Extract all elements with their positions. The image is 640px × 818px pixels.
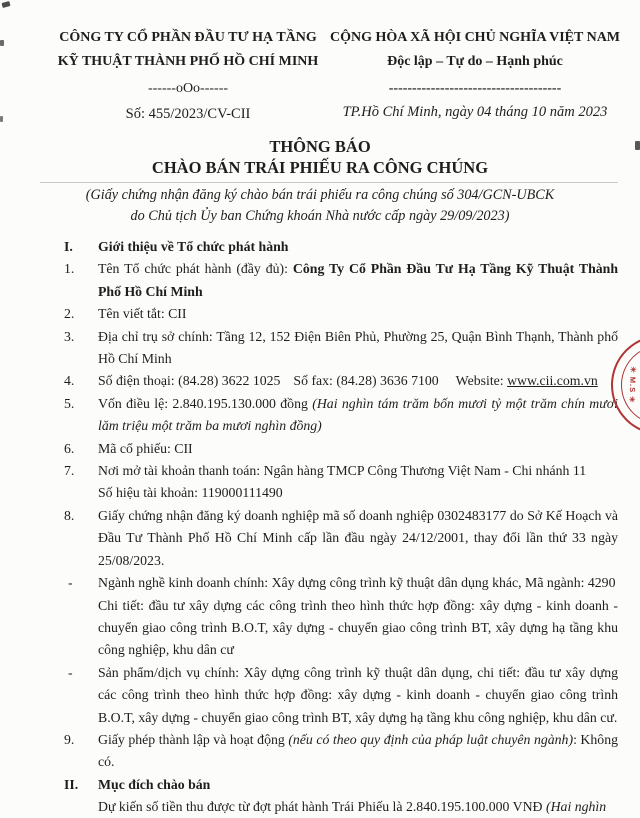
- abbreviation-text: Tên viết tắt: CII: [98, 306, 187, 322]
- list-item: [64, 326, 618, 371]
- stock-code: Mã cổ phiếu: CII: [98, 440, 193, 456]
- establishment-license-value: : Không có.: [98, 731, 618, 770]
- head-office-address: Địa chỉ trụ sở chính: Tầng 12, 152 Điện Biên Phủ, Phường 25, Quận Bình Thạnh, Thành phố Hồ Chí Minh: [98, 328, 618, 367]
- section-1-number: I.: [64, 239, 73, 254]
- item-number: 4.: [64, 373, 75, 389]
- national-motto-line2: Độc lập – Tự do – Hạnh phúc: [387, 54, 563, 69]
- list-item: [64, 370, 618, 392]
- item-number: 9.: [64, 731, 75, 747]
- document-header: [0, 0, 640, 123]
- list-item: [64, 505, 618, 572]
- issuer-full-name-label: Tên Tổ chức phát hành (đầy đủ):: [98, 261, 293, 277]
- list-item: [64, 303, 618, 325]
- list-item: [64, 258, 618, 303]
- certificate-subtitle: (Giấy chứng nhận đăng ký chào bán trái phiếu ra công chúng số 304/GCN-UBCK do Chủ tịch Ủy ban Chứng khoán Nhà nước cấp ngày 29/09/2023): [85, 187, 555, 224]
- item-number: 8.: [64, 507, 75, 523]
- issuer-full-name-value: Công Ty Cổ Phần Đầu Tư Hạ Tầng Kỹ Thuật Thành Phố Hồ Chí Minh: [98, 261, 619, 299]
- website-link[interactable]: www.cii.com.vn: [507, 373, 598, 389]
- section-2-number: II.: [64, 776, 79, 792]
- dash-bullet: -: [68, 664, 73, 680]
- seal-text: ✳ M.S ✳: [627, 366, 638, 404]
- charter-capital-words: (Hai nghìn tám trăm bốn mươi tỷ một trăm chín mươi lăm triệu một trăm ba mươi nghìn đồng): [98, 395, 618, 434]
- list-item: [64, 572, 618, 662]
- main-products-text: Sản phẩm/dịch vụ chính: Xây dựng công trình kỹ thuật dân dụng, chi tiết: đầu tư xây dựng các công trình theo hình thức hợp đồng: xây dựng - kinh doanh - chuyển giao công trình B.O.T, xây dựng - chuyển giao công trình BT, xây dựng hạ tầng khu công nghiệp, khu dân cư.: [98, 664, 618, 725]
- fax-number: Số fax: (84.28) 3636 7100: [293, 373, 439, 389]
- issuer-header-block: [46, 26, 330, 123]
- document-number: Số: 455/2023/CV-CII: [125, 106, 251, 122]
- list-item: [64, 438, 618, 460]
- national-header-block: [330, 26, 620, 123]
- scan-artifact: [0, 40, 4, 46]
- dashed-separator: -------------------------------------: [388, 81, 562, 96]
- national-motto-line1: CỘNG HÒA XÃ HỘI CHỦ NGHĨA VIỆT NAM: [330, 30, 621, 45]
- list-item: [64, 393, 618, 438]
- bank-account-number: Số hiệu tài khoản: 119000111490: [98, 485, 283, 501]
- issuer-name-line1: CÔNG TY CỔ PHẦN ĐẦU TƯ HẠ TẦNG: [59, 30, 317, 45]
- scan-artifact: [635, 141, 640, 150]
- website-label: Website:: [455, 373, 508, 389]
- section-2-heading: [64, 774, 618, 796]
- item-number: 1.: [64, 261, 75, 277]
- establishment-license-label: Giấy phép thành lập và hoạt động: [98, 731, 289, 747]
- section-1-title: Giới thiệu về Tổ chức phát hành: [98, 239, 289, 254]
- place-date-line: TP.Hồ Chí Minh, ngày 04 tháng 10 năm 2023: [342, 104, 608, 120]
- title-line1: THÔNG BÁO: [269, 137, 371, 156]
- scan-artifact: [0, 116, 3, 122]
- establishment-license-note: (nếu có theo quy định của pháp luật chuyên ngành): [288, 731, 574, 747]
- main-business-detail: Chi tiết: đầu tư xây dựng các công trình theo hình thức hợp đồng: xây dựng - kinh doanh - chuyển giao công trình B.O.T, xây dựng - chuyển giao công trình BT, xây dựng hạ tầng khu công nghiệp, khu dân cư: [98, 597, 618, 658]
- list-item: [64, 460, 618, 505]
- item-number: 7.: [64, 463, 75, 479]
- section-2-title: Mục đích chào bán: [98, 776, 211, 792]
- dash-bullet: -: [68, 575, 73, 591]
- section-1-heading: [64, 236, 618, 258]
- title-rule: [40, 182, 618, 183]
- item-number: 6.: [64, 440, 75, 456]
- ooo-separator: ------oOo------: [147, 81, 229, 96]
- business-registration-text: Giấy chứng nhận đăng ký doanh nghiệp mã số doanh nghiệp 0302483177 do Sở Kế Hoạch và Đầu Tư Thành Phố Hồ Chí Minh cấp lần đầu ngày 24/12/2001, thay đổi lần thứ 33 ngày 25/08/2023.: [98, 507, 618, 568]
- document-title: [0, 136, 640, 178]
- list-item: [64, 729, 618, 774]
- item-number: 2.: [64, 306, 75, 322]
- charter-capital-value: Vốn điều lệ: 2.840.195.130.000 đồng: [98, 395, 313, 411]
- item-number: 5.: [64, 395, 75, 411]
- bank-account-place: Nơi mở tài khoản thanh toán: Ngân hàng TMCP Công Thương Việt Nam - Chi nhánh 11: [98, 463, 587, 479]
- main-business-line: Ngành nghề kinh doanh chính: Xây dựng công trình kỹ thuật dân dụng khác, Mã ngành: 4290: [98, 575, 616, 591]
- document-body: [64, 236, 618, 818]
- issuer-name-line2: KỸ THUẬT THÀNH PHỐ HỒ CHÍ MINH: [57, 54, 319, 69]
- offering-proceeds-words: (Hai nghìn: [545, 799, 607, 815]
- phone-number: Số điện thoại: (84.28) 3622 1025: [98, 373, 281, 389]
- title-line2: CHÀO BÁN TRÁI PHIẾU RA CÔNG CHÚNG: [151, 158, 489, 177]
- offering-proceeds-paragraph: [64, 796, 618, 818]
- item-number: 3.: [64, 328, 75, 344]
- list-item: [64, 662, 618, 729]
- offering-proceeds-text: Dự kiến số tiền thu được từ đợt phát hành Trái Phiếu là 2.840.195.100.000 VNĐ: [98, 799, 546, 815]
